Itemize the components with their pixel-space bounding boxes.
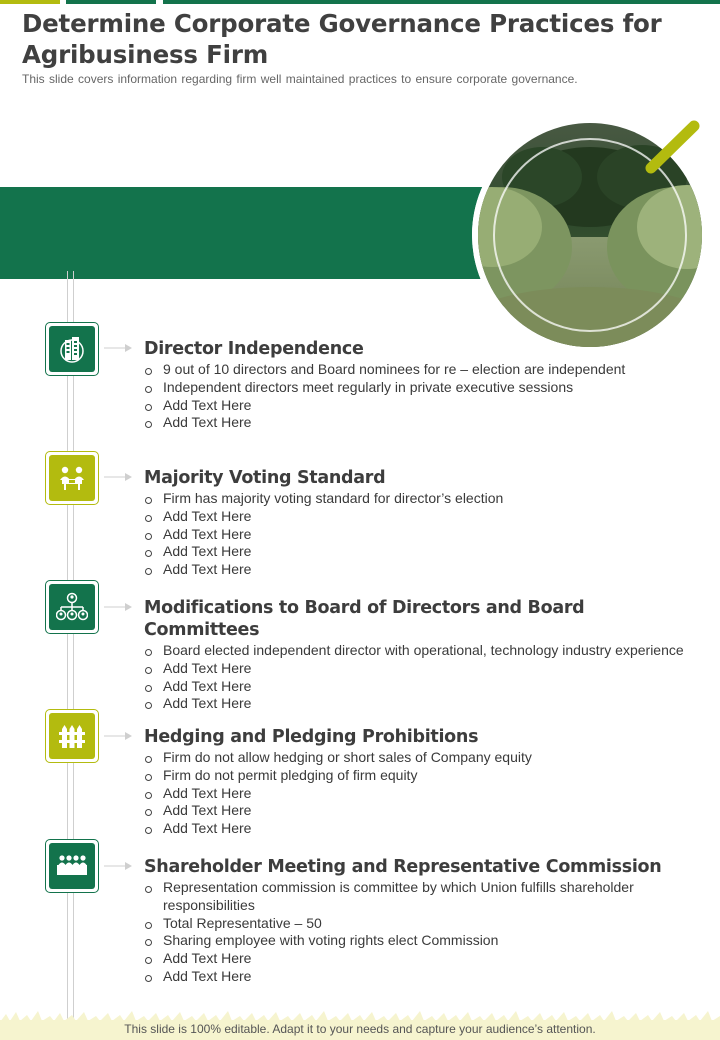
section-heading: Director Independence (144, 339, 364, 359)
bullet-item: 9 out of 10 directors and Board nominees for re – election are independent (144, 361, 704, 379)
bullet-item: Add Text Here (144, 950, 704, 968)
bullet-item: Total Representative – 50 (144, 915, 704, 933)
bullet-item: Add Text Here (144, 397, 704, 415)
bullet-item: Add Text Here (144, 785, 704, 803)
connector-arrow (104, 602, 132, 612)
section-heading: Majority Voting Standard (144, 468, 386, 488)
bullet-item: Firm do not allow hedging or short sales of Company equity (144, 749, 704, 767)
bullet-item: Independent directors meet regularly in private executive sessions (144, 379, 704, 397)
connector-arrow (104, 731, 132, 741)
section-icon-box (45, 322, 99, 376)
bullet-list (144, 642, 704, 713)
bullet-item: Firm has majority voting standard for director’s election (144, 490, 704, 508)
section-icon-box (45, 839, 99, 893)
section-icon-box (45, 580, 99, 634)
footer-note: This slide is 100% editable. Adapt it to your needs and capture your audience’s attention. (124, 1022, 596, 1036)
meeting-table-icon (56, 464, 88, 492)
top-accent-olive (0, 0, 60, 4)
board-meeting-icon (55, 852, 89, 880)
timeline-rail (67, 271, 74, 1021)
bullet-list (144, 490, 704, 579)
pin-accent (639, 118, 709, 178)
bullet-item: Add Text Here (144, 508, 704, 526)
bullet-item: Add Text Here (144, 820, 704, 838)
section-board-modifications (144, 597, 704, 713)
section-hedging-pledging (144, 726, 704, 838)
org-hierarchy-icon (56, 591, 88, 623)
connector-arrow (104, 861, 132, 871)
section-majority-voting (144, 467, 704, 579)
top-accent-green-2 (163, 0, 720, 4)
bullet-item: Add Text Here (144, 414, 704, 432)
bullet-list (144, 361, 704, 432)
bullet-item: Add Text Here (144, 695, 704, 713)
connector-arrow (104, 343, 132, 353)
section-shareholder-meeting (144, 856, 704, 986)
bullet-item: Add Text Here (144, 526, 704, 544)
building-globe-icon (57, 334, 87, 364)
bullet-item: Add Text Here (144, 543, 704, 561)
page-subtitle: This slide covers information regarding firm well maintained practices to ensure corporate governance. (22, 72, 578, 86)
section-director-independence (144, 338, 704, 432)
section-icon-box (45, 451, 99, 505)
section-heading: Hedging and Pledging Prohibitions (144, 727, 479, 747)
page-title: Determine Corporate Governance Practices for Agribusiness Firm (22, 9, 662, 69)
section-icon-box (45, 709, 99, 763)
bullet-list (144, 879, 704, 986)
bullet-item: Add Text Here (144, 561, 704, 579)
green-banner (0, 187, 490, 279)
top-accent-green-1 (66, 0, 156, 4)
bullet-item: Sharing employee with voting rights elect Commission (144, 932, 704, 950)
connector-arrow (104, 472, 132, 482)
bullet-item: Add Text Here (144, 802, 704, 820)
bullet-item: Add Text Here (144, 660, 704, 678)
bullet-item: Board elected independent director with operational, technology industry experience (144, 642, 704, 660)
section-heading: Modifications to Board of Directors and Board Committees (144, 598, 585, 640)
bullet-item: Firm do not permit pledging of firm equity (144, 767, 704, 785)
bullet-item: Add Text Here (144, 678, 704, 696)
fence-icon (57, 721, 87, 751)
bullet-item: Representation commission is committee by which Union fulfills shareholder responsibilities (144, 879, 704, 915)
section-heading: Shareholder Meeting and Representative Commission (144, 857, 662, 877)
bullet-list (144, 749, 704, 838)
bullet-item: Add Text Here (144, 968, 704, 986)
